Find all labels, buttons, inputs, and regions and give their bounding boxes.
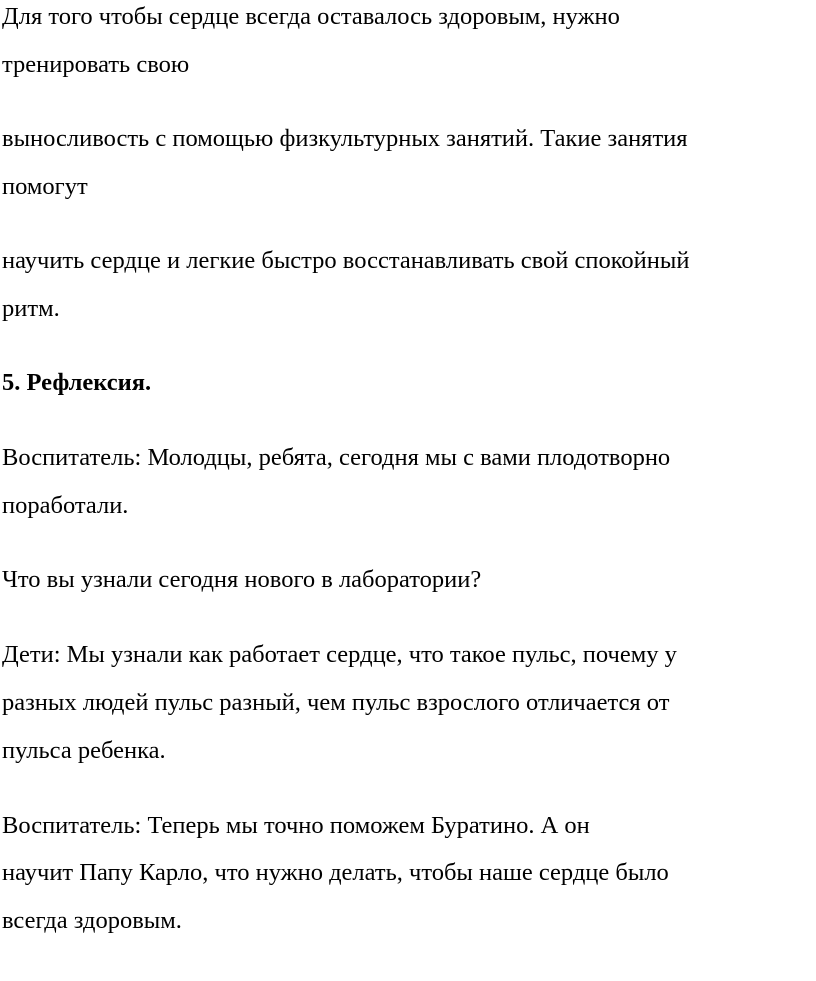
paragraph-2-line-2: помогут	[2, 173, 88, 200]
paragraph-1-line-2: тренировать свою	[2, 51, 190, 78]
paragraph-3-line-2: ритм.	[2, 295, 60, 322]
paragraph-5-line-1: Что вы узнали сегодня нового в лаборатории?	[2, 566, 482, 593]
paragraph-3-line-1: научить сердце и легкие быстро восстанавливать свой спокойный	[2, 247, 690, 274]
section-heading: 5. Рефлексия.	[2, 369, 152, 396]
paragraph-7-line-2: научит Папу Карло, что нужно делать, чтобы наше сердце было	[2, 859, 669, 886]
paragraph-7-line-1: Воспитатель: Теперь мы точно поможем Буратино. А он	[2, 812, 590, 839]
paragraph-4-line-1: Воспитатель: Молодцы, ребята, сегодня мы с вами плодотворно	[2, 444, 671, 471]
paragraph-4-line-2: поработали.	[2, 492, 129, 519]
paragraph-6-line-3: пульса ребенка.	[2, 737, 166, 764]
paragraph-6-line-2: разных людей пульс разный, чем пульс взрослого отличается от	[2, 689, 670, 716]
paragraph-2-line-1: выносливость с помощью физкультурных занятий. Такие занятия	[2, 125, 688, 152]
paragraph-6-line-1: Дети: Мы узнали как работает сердце, что такое пульс, почему у	[2, 641, 677, 668]
paragraph-1-line-1: Для того чтобы сердце всегда оставалось здоровым, нужно	[2, 3, 620, 30]
paragraph-7-line-3: всегда здоровым.	[2, 907, 182, 934]
